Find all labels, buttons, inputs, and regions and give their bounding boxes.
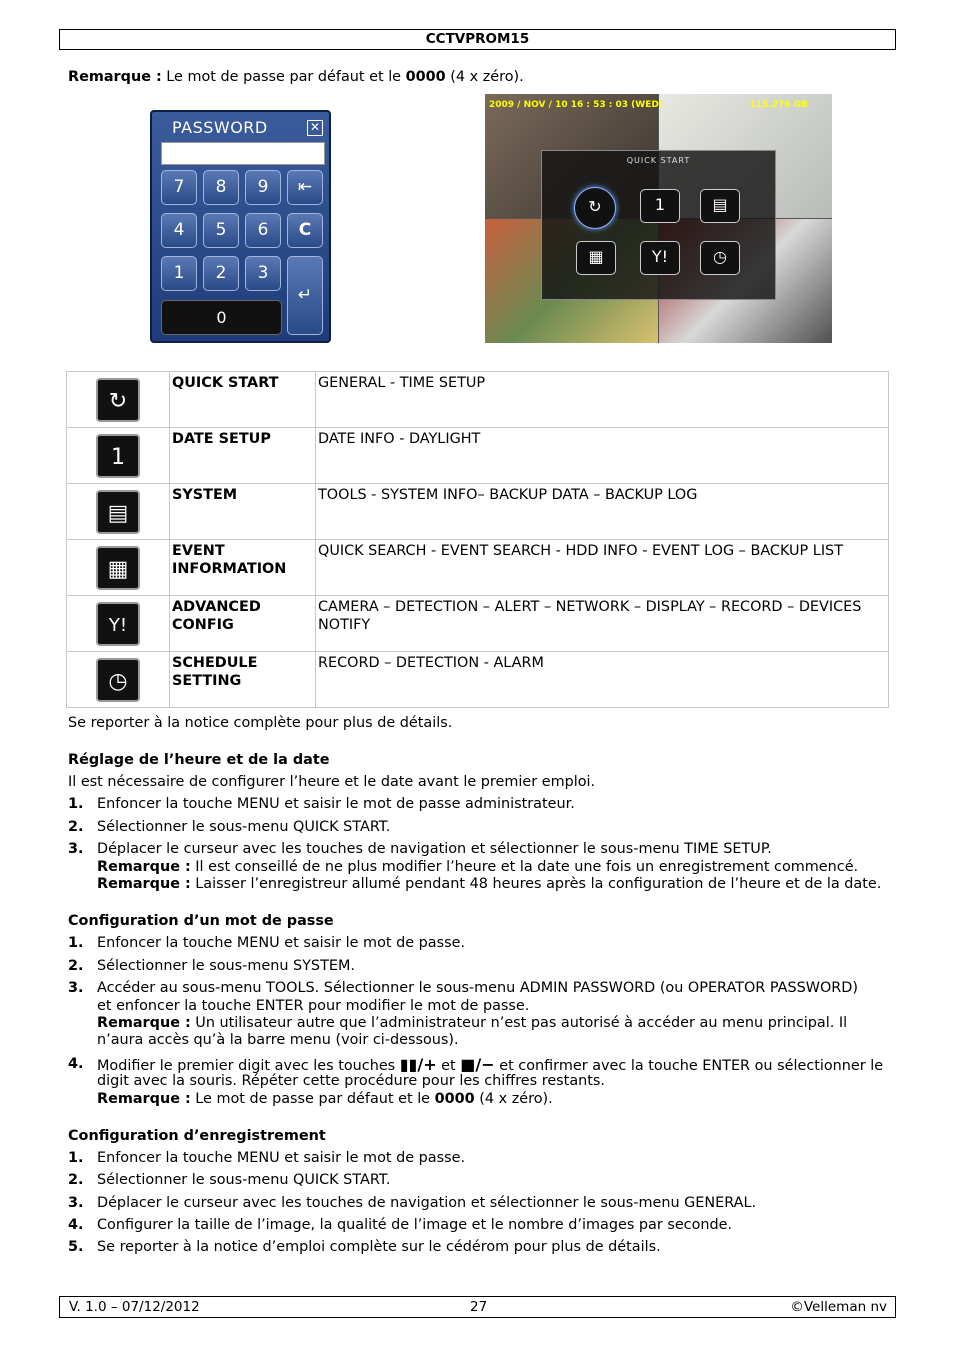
section1-heading: Réglage de l’heure et de la date xyxy=(68,752,330,768)
step-number: 1. xyxy=(68,935,84,951)
section2-heading: Configuration d’un mot de passe xyxy=(68,913,334,929)
section1-step1: Enfoncer la touche MENU et saisir le mot de passe administrateur. xyxy=(97,796,575,812)
step-number: 2. xyxy=(68,819,84,835)
footer-version: V. 1.0 – 07/12/2012 xyxy=(69,1299,200,1315)
table-row xyxy=(67,652,889,708)
row-name: SYSTEM xyxy=(170,484,316,540)
clear-key: C xyxy=(287,213,323,248)
footer-page-number: 27 xyxy=(470,1299,488,1315)
section2-step4-line2: digit avec la souris. Répéter cette procédure pour les chiffres restants. xyxy=(97,1073,605,1089)
step-number: 4. xyxy=(68,1217,84,1233)
intro-remark: Remarque : Le mot de passe par défaut et le 0000 (4 x zéro). xyxy=(68,69,524,85)
quick-start-menu-title: QUICK START xyxy=(626,156,691,165)
key-4: 4 xyxy=(161,213,197,248)
row-desc: CAMERA – DETECTION – ALERT – NETWORK – DISPLAY – RECORD – DEVICES NOTIFY xyxy=(316,596,889,652)
system-icon: ▤ xyxy=(700,189,740,223)
menu-table xyxy=(66,371,889,708)
key-0: 0 xyxy=(161,300,282,335)
step-number: 4. xyxy=(68,1056,84,1072)
section3-heading: Configuration d’enregistrement xyxy=(68,1128,326,1144)
section2-step3-line1: Accéder au sous-menu TOOLS. Sélectionner le sous-menu ADMIN PASSWORD (ou OPERATOR PASSWORD) xyxy=(97,980,858,996)
row-name: SCHEDULE SETTING xyxy=(170,652,316,708)
quick-start-icon: ↻ xyxy=(574,187,616,229)
quick-start-icon: ↻ xyxy=(96,378,140,422)
section2-step4-line1: Modifier le premier digit avec les touches ▮▮/+ et ■/− et confirmer avec la touche ENTER ou sélectionner le xyxy=(97,1055,884,1074)
section1-note1: Remarque : Il est conseillé de ne plus modifier l’heure et la date une fois un enregistrement commencé. xyxy=(97,859,859,875)
step-number: 3. xyxy=(68,980,84,996)
section1-step3: Déplacer le curseur avec les touches de navigation et sélectionner le sous-menu TIME SETUP. xyxy=(97,841,772,857)
step-number: 1. xyxy=(68,1150,84,1166)
step-number: 2. xyxy=(68,958,84,974)
step-number: 3. xyxy=(68,841,84,857)
row-name: DATE SETUP xyxy=(170,428,316,484)
after-table-note: Se reporter à la notice complète pour plus de détails. xyxy=(68,715,453,731)
date-setup-icon: 1 xyxy=(96,434,140,478)
row-name: ADVANCED CONFIG xyxy=(170,596,316,652)
document-footer xyxy=(59,1296,896,1318)
table-row xyxy=(67,596,889,652)
section1-step2: Sélectionner le sous-menu QUICK START. xyxy=(97,819,391,835)
row-desc: GENERAL - TIME SETUP xyxy=(316,372,889,428)
key-7: 7 xyxy=(161,170,197,205)
date-setup-icon: 1 xyxy=(640,189,680,223)
section2-step4-note: Remarque : Le mot de passe par défaut et le 0000 (4 x zéro). xyxy=(97,1091,553,1107)
row-name: EVENT INFORMATION xyxy=(170,540,316,596)
status-datetime: 2009 / NOV / 10 16 : 53 : 03 (WED) xyxy=(489,100,663,110)
table-row xyxy=(67,428,889,484)
document-header xyxy=(59,29,896,50)
key-9: 9 xyxy=(245,170,281,205)
event-information-icon: ▦ xyxy=(96,546,140,590)
section2-step2: Sélectionner le sous-menu SYSTEM. xyxy=(97,958,355,974)
section2-step3-note: Remarque : Un utilisateur autre que l’administrateur n’est pas autorisé à accéder au menu principal. Il xyxy=(97,1015,848,1031)
system-icon: ▤ xyxy=(96,490,140,534)
pause-plus-key-icon: ▮▮/+ xyxy=(399,1055,437,1074)
section2-step1: Enfoncer la touche MENU et saisir le mot de passe. xyxy=(97,935,466,951)
step-number: 3. xyxy=(68,1195,84,1211)
row-desc: QUICK SEARCH - EVENT SEARCH - HDD INFO - EVENT LOG – BACKUP LIST xyxy=(316,540,889,596)
schedule-setting-icon: ◷ xyxy=(96,658,140,702)
key-2: 2 xyxy=(203,256,239,291)
section3-step5: Se reporter à la notice d’emploi complète sur le cédérom pour plus de détails. xyxy=(97,1239,661,1255)
key-8: 8 xyxy=(203,170,239,205)
quick-start-menu xyxy=(541,150,776,300)
section2-step3-note-cont: n’aura accès qu’à la barre menu (voir ci-dessous). xyxy=(97,1032,459,1048)
section3-step1: Enfoncer la touche MENU et saisir le mot de passe. xyxy=(97,1150,466,1166)
step-number: 2. xyxy=(68,1172,84,1188)
row-desc: DATE INFO - DAYLIGHT xyxy=(316,428,889,484)
step-number: 1. xyxy=(68,796,84,812)
key-5: 5 xyxy=(203,213,239,248)
advanced-config-icon: Y! xyxy=(96,602,140,646)
row-name: QUICK START xyxy=(170,372,316,428)
password-keypad-image xyxy=(150,110,331,343)
section2-step3-line2: et enfoncer la touche ENTER pour modifier le mot de passe. xyxy=(97,998,530,1014)
table-row xyxy=(67,484,889,540)
table-row xyxy=(67,540,889,596)
enter-key-icon: ↵ xyxy=(287,256,323,335)
section3-step3: Déplacer le curseur avec les touches de navigation et sélectionner le sous-menu GENERAL. xyxy=(97,1195,757,1211)
backspace-key-icon: ⇤ xyxy=(287,170,323,205)
footer-copyright: ©Velleman nv xyxy=(790,1299,887,1315)
stop-minus-key-icon: ■/− xyxy=(460,1055,495,1074)
section3-step2: Sélectionner le sous-menu QUICK START. xyxy=(97,1172,391,1188)
quick-start-screenshot xyxy=(485,94,832,343)
schedule-setting-icon: ◷ xyxy=(700,241,740,275)
key-3: 3 xyxy=(245,256,281,291)
row-desc: TOOLS - SYSTEM INFO– BACKUP DATA – BACKUP LOG xyxy=(316,484,889,540)
status-hdd: 115.276 GB xyxy=(749,100,808,110)
header-title: CCTVPROM15 xyxy=(425,31,530,47)
step-number: 5. xyxy=(68,1239,84,1255)
password-title: PASSWORD xyxy=(172,118,268,137)
key-1: 1 xyxy=(161,256,197,291)
section1-note2: Remarque : Laisser l’enregistreur allumé pendant 48 heures après la configuration de l’heure et de la date. xyxy=(97,876,882,892)
section1-intro: Il est nécessaire de configurer l’heure et le date avant le premier emploi. xyxy=(68,774,596,790)
close-icon: ✕ xyxy=(307,120,323,136)
password-field xyxy=(161,142,325,165)
table-row xyxy=(67,372,889,428)
row-desc: RECORD – DETECTION - ALARM xyxy=(316,652,889,708)
key-6: 6 xyxy=(245,213,281,248)
advanced-config-icon: Y! xyxy=(640,241,680,275)
event-information-icon: ▦ xyxy=(576,241,616,275)
section3-step4: Configurer la taille de l’image, la qualité de l’image et le nombre d’images par seconde. xyxy=(97,1217,733,1233)
